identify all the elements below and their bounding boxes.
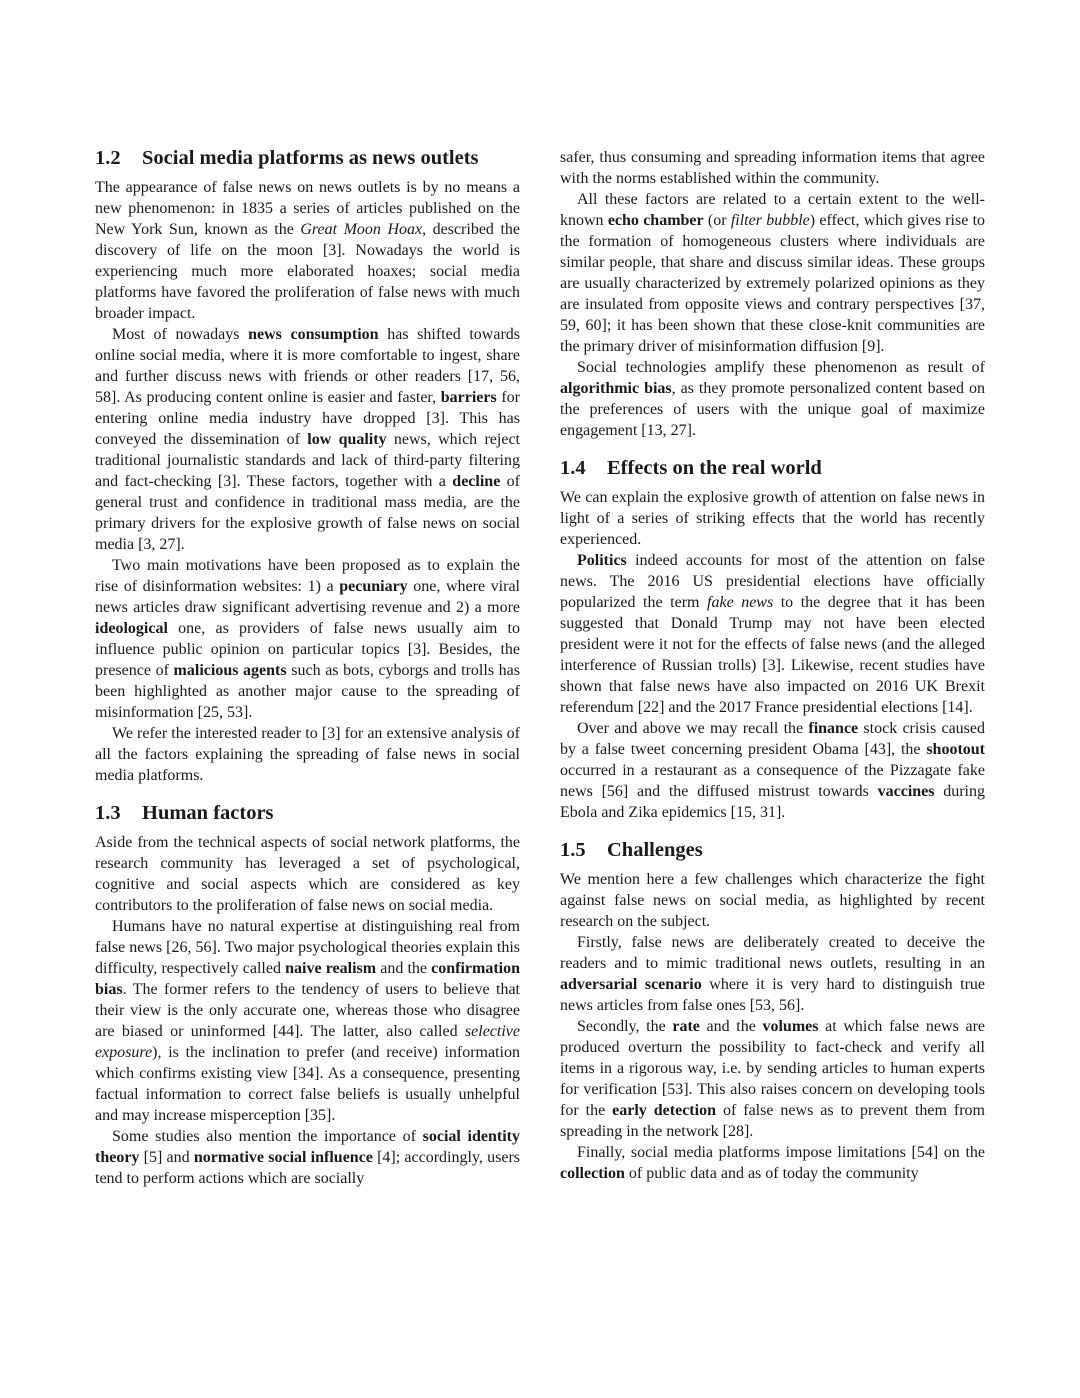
text-run: [5] and xyxy=(139,1149,194,1166)
text-run: (or xyxy=(703,212,731,229)
text-run: to the degree that it has been suggested that Donald Trump may not have been elected president were it not for the effects of false news (and the alleged interference of Russian trolls) [3]. Likewise, recent studies have shown that false news have also impacted on 2016 UK Brexit referendum [22] and the 2017 France presidential elections [14]. xyxy=(560,594,986,716)
bold-term: confirmation bias xyxy=(95,960,521,998)
text-run: where it is very hard to distinguish true news articles from false ones [53, 56]. xyxy=(560,976,986,1014)
text-run: Humans have no natural expertise at distinguishing real from false news [26, 56]. Two major psychological theories explain this difficulty, respectively called xyxy=(95,918,520,977)
text-run: Over and above we may recall the xyxy=(577,720,809,737)
bold-term: ideological xyxy=(95,620,168,637)
bold-term: malicious agents xyxy=(173,662,287,679)
bold-term: adversarial scenario xyxy=(560,976,702,993)
text-run: of false news as to prevent them from spreading in the network [28]. xyxy=(560,1102,986,1140)
section-title: Social media platforms as news outlets xyxy=(142,147,479,169)
paragraph xyxy=(95,723,520,786)
section-heading-1-2 xyxy=(95,143,520,173)
right-column xyxy=(560,143,985,1184)
text-run: The appearance of false news on news outlets is by no means a new phenomenon: in 1835 a series of articles published on the New York Sun, known as the xyxy=(95,179,520,238)
section-title: Effects on the real world xyxy=(607,457,822,479)
paragraph xyxy=(560,1016,985,1142)
text-run: Most of nowadays xyxy=(112,326,249,343)
text-run: Finally, social media platforms impose limitations [54] on the xyxy=(577,1144,985,1161)
italic-term: selective exposure xyxy=(95,1023,520,1061)
text-run: and the xyxy=(376,960,432,977)
text-run: Two main motivations have been proposed as to explain the rise of disinformation websites: 1) a xyxy=(95,557,520,595)
bold-term: algorithmic bias xyxy=(560,380,672,397)
bold-term: social identity theory xyxy=(95,1128,520,1166)
text-run: Some studies also mention the importance of xyxy=(112,1128,423,1145)
section-number: 1.2 xyxy=(95,147,121,169)
bold-term: echo chamber xyxy=(607,212,704,229)
section-number: 1.5 xyxy=(560,839,586,861)
section-heading-1-5 xyxy=(560,835,985,865)
bold-term: collection xyxy=(560,1165,625,1182)
bold-term: finance xyxy=(808,720,859,737)
bold-term: barriers xyxy=(440,389,497,406)
text-run: Firstly, false news are deliberately created to deceive the readers and to mimic traditional news outlets, resulting in an xyxy=(560,934,985,972)
italic-term: filter bubble xyxy=(730,212,810,229)
text-run: [4]; accordingly, users tend to perform actions which are socially xyxy=(95,1149,520,1187)
text-run: occurred in a restaurant as a consequence of the Pizzagate fake news [56] and the diffused mistrust towards xyxy=(560,762,985,800)
bold-term: vaccines xyxy=(877,783,935,800)
section-heading-1-3 xyxy=(95,798,520,828)
text-run: , described the discovery of life on the moon [3]. Nowadays the world is experiencing much more elaborated hoaxes; social media platforms have favored the proliferation of false news with much broader impact. xyxy=(95,221,520,322)
section-title: Human factors xyxy=(142,802,274,824)
paragraph xyxy=(95,177,520,324)
text-run: Secondly, the xyxy=(577,1018,673,1035)
italic-term: Great Moon Hoax xyxy=(300,221,423,238)
section-title: Challenges xyxy=(607,839,703,861)
paragraph xyxy=(95,324,520,555)
bold-term: naive realism xyxy=(285,960,377,977)
text-run: of public data and as of today the community xyxy=(624,1165,919,1182)
text-run: . The former refers to the tendency of users to believe that their view is the only accurate one, whereas those who disagree are biased or uninformed [44]. The latter, also called xyxy=(95,981,520,1040)
paragraph xyxy=(560,550,985,718)
text-run: has shifted towards online social media, where it is more comfortable to ingest, share and further discuss news with friends or other readers [17, 56, 58]. As producing content online is easier and faster, xyxy=(95,326,521,406)
text-run: during Ebola and Zika epidemics [15, 31]. xyxy=(560,783,985,821)
paragraph xyxy=(95,1126,520,1189)
text-run: at which false news are produced overturn the possibility to fact-check and verify all items in a rigorous way, i.e. by sending articles to human experts for verification [53]. This also raises concern on developing tools for the xyxy=(560,1018,985,1119)
text-run: We refer the interested reader to [3] for an extensive analysis of all the factors explaining the spreading of false news in social media platforms. xyxy=(95,725,520,784)
text-run: stock crisis caused by a false tweet concerning president Obama [43], the xyxy=(560,720,986,758)
paragraph xyxy=(560,1142,985,1184)
bold-term: decline xyxy=(452,473,501,490)
paragraph xyxy=(95,555,520,723)
italic-term: fake news xyxy=(707,594,774,611)
text-run: All these factors are related to a certain extent to the well-known xyxy=(560,191,985,229)
bold-term: pecuniary xyxy=(339,578,408,595)
bold-term: Politics xyxy=(577,552,627,569)
text-run: We mention here a few challenges which characterize the fight against false news on social media, as highlighted by recent research on the subject. xyxy=(560,871,985,930)
section-heading-1-4 xyxy=(560,453,985,483)
bold-term: early detection xyxy=(612,1102,716,1119)
text-run: safer, thus consuming and spreading information items that agree with the norms established within the community. xyxy=(560,149,985,187)
text-run: ), is the inclination to prefer (and receive) information which confirms existing view [34]. As a consequence, presenting factual information to correct false beliefs is usually unhelpful and may increase misperception [35]. xyxy=(95,1044,520,1124)
paragraph xyxy=(95,832,520,916)
text-run: We can explain the explosive growth of attention on false news in light of a series of striking effects that the world has recently experienced. xyxy=(560,489,985,548)
text-run: and the xyxy=(699,1018,763,1035)
paragraph xyxy=(95,916,520,1126)
bold-term: low quality xyxy=(307,431,387,448)
text-run: ) effect, which gives rise to the formation of homogeneous clusters where individuals are similar people, that share and discuss similar ideas. These groups are usually characterized by extremely polarized opinions as they are insulated from opposite views and contrary perspectives [37, 59, 60]; it has been shown that these close-knit communities are the primary driver of misinformation diffusion [9]. xyxy=(560,212,986,355)
bold-term: news consumption xyxy=(248,326,379,343)
paragraph-continued xyxy=(560,147,985,189)
paragraph xyxy=(560,869,985,932)
left-column xyxy=(95,143,520,1189)
section-number: 1.4 xyxy=(560,457,586,479)
paragraph xyxy=(560,932,985,1016)
paragraph xyxy=(560,357,985,441)
bold-term: normative social influence xyxy=(193,1149,373,1166)
paragraph xyxy=(560,487,985,550)
text-run: indeed accounts for most of the attention on false news. The 2016 US presidential elections have officially popularized the term xyxy=(560,552,985,611)
paragraph xyxy=(560,189,985,357)
text-run: such as bots, cyborgs and trolls has been highlighted as another major cause to the spreading of misinformation [25, 53]. xyxy=(95,662,521,721)
text-run: one, where viral news articles draw significant advertising revenue and 2) a more xyxy=(95,578,520,616)
bold-term: shootout xyxy=(926,741,985,758)
text-run: for entering online media industry have dropped [3]. This has conveyed the dissemination of xyxy=(95,389,521,448)
bold-term: rate xyxy=(672,1018,700,1035)
text-run: Social technologies amplify these phenomenon as result of xyxy=(577,359,985,376)
section-number: 1.3 xyxy=(95,802,121,824)
text-run: one, as providers of false news usually aim to influence public opinion on particular topics [3]. Besides, the presence of xyxy=(95,620,520,679)
paragraph xyxy=(560,718,985,823)
text-run: of general trust and confidence in traditional mass media, are the primary drivers for the explosive growth of false news on social media [3, 27]. xyxy=(95,473,521,553)
text-run: news, which reject traditional journalistic standards and lack of third-party filtering and fact-checking [3]. These factors, together with a xyxy=(95,431,521,490)
bold-term: volumes xyxy=(762,1018,819,1035)
text-run: , as they promote personalized content based on the preferences of users with the unique goal of maximize engagement [13, 27]. xyxy=(560,380,985,439)
text-run: Aside from the technical aspects of social network platforms, the research community has leveraged a set of psychological, cognitive and social aspects which are considered as key contributors to the proliferation of false news on social media. xyxy=(95,834,520,914)
